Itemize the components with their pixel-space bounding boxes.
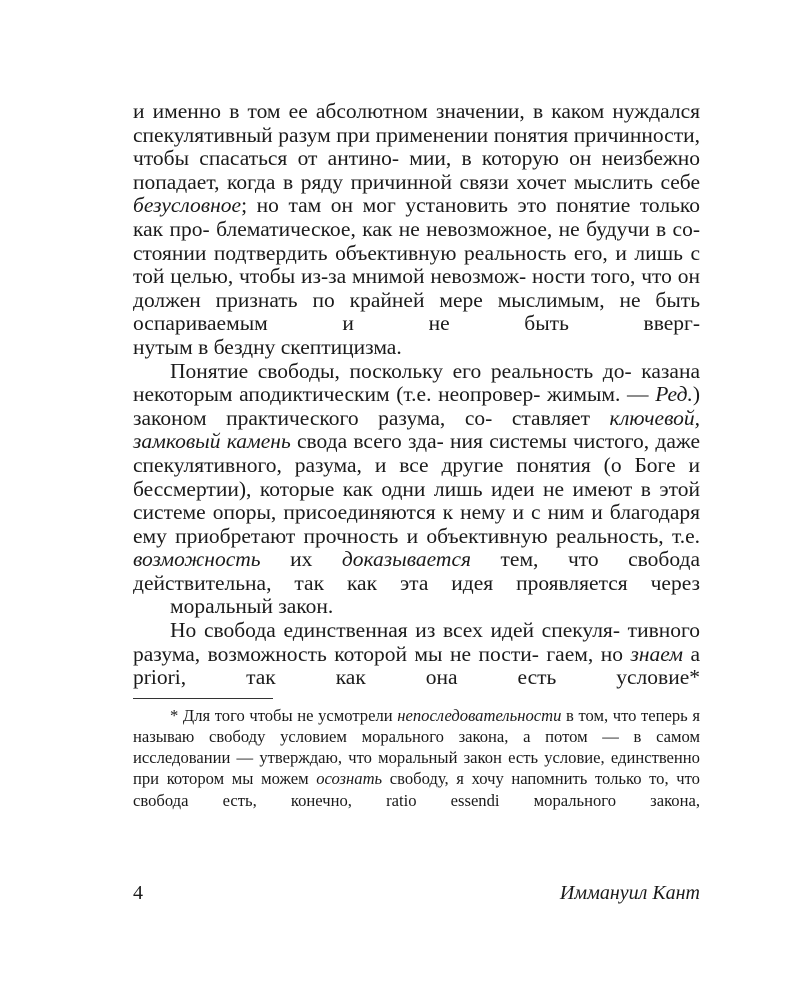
text-line: закона, а потом — в самом исследовании — утверждаю, что [133,727,700,768]
text-run: мы можем [231,769,317,789]
text-run: свода всего зда- [290,429,444,454]
text-line: присоединяются к нему и с ним и благодаря ему [133,500,700,548]
text-run: a priori, так как она есть условие* [133,641,701,690]
text-line: нутым в бездну скептицизма. [133,334,402,359]
italic-text: ключевой, замковый камень [133,405,701,454]
text-line: что свобода есть, конечно, ratio essendi морального закона, [133,769,700,810]
text-line: казана некоторым аподиктическим (т.е. неопровер- [133,358,700,407]
footnote-divider [133,698,273,699]
text-line: как одни лишь идеи не имеют в этой системе опоры, [133,476,701,525]
book-page [133,100,700,811]
footnote [133,705,700,811]
text-line: приобретают прочность и объективную реальность, [175,523,664,548]
italic-text: безусловное [133,193,242,218]
paragraph [133,619,700,690]
text-run: ставляет [511,405,610,430]
text-line: Но свобода единственная из всех идей спекуля- [170,618,620,643]
text-line: там он мог установить это понятие только как про- [133,193,701,241]
page-number: 4 [133,882,143,904]
text-line: Понятие свободы, поскольку его реальность до- [170,358,632,383]
italic-text: непоследовательности [397,705,562,725]
italic-text: Ред. [655,382,693,407]
text-run: тем, что свобода [470,547,700,572]
text-line: ности того, что он должен признать по крайней мере [133,264,701,312]
text-line [170,706,561,725]
text-run: т.е. [671,523,701,548]
text-line [232,769,669,788]
text-run: ; но [241,193,279,218]
text-run: * Для того чтобы не усмотрели [170,705,398,725]
text-line: моральный закон. [170,594,334,619]
footnote-paragraph [133,705,700,811]
text-line: действительна, так как эта идея проявляется через [133,570,700,595]
text-line: и лишь с той целью, чтобы из-за мнимой невозмож- [133,240,700,289]
italic-text: осознать [316,769,383,789]
text-run: свободу, я хочу напомнить только то, [382,769,669,789]
paragraph [133,100,700,360]
main-text [133,100,700,690]
text-line: в том, что теперь я называю свободу условием морального [133,705,700,747]
text-run: их [260,547,342,572]
text-line: стоянии подтвердить объективную реальность его, [133,240,608,265]
text-line: и именно в том ее абсолютном значении, в каком [133,99,605,123]
text-line: тивного разума, возможность которой мы не пости- [133,618,701,666]
text-run: ) законом практического разума, со- [133,382,700,430]
text-line: понятия причинности, чтобы спасаться от антино- [133,122,700,171]
text-line: мыслимым, не быть оспариваемым и не быть вверг- [133,287,700,336]
text-line: и все другие понятия (о Боге и бессмертии), которые [133,452,700,501]
text-run: жимым. — [547,382,656,407]
text-line: мии, в которую он неизбежно попадает, когда в ряду [133,146,700,194]
italic-text: знаем [630,641,683,666]
running-head: Иммануил Кант [559,882,700,904]
text-line: ния системы чистого, даже спекулятивного, разума, [133,429,700,477]
text-run: гаем, но [546,641,631,666]
text-line: блематическое, как не невозможное, не будучи в со- [216,216,700,241]
text-line: моральный закон есть условие, единственно при котором [133,748,700,789]
text-line: нуждался спекулятивный разум при применении [133,99,701,147]
text-run: причинной связи хочет мыслить себе [350,169,701,194]
italic-text: доказывается [341,547,471,572]
italic-text: возможность [133,547,261,572]
page-footer [133,882,700,912]
paragraph [133,360,700,620]
